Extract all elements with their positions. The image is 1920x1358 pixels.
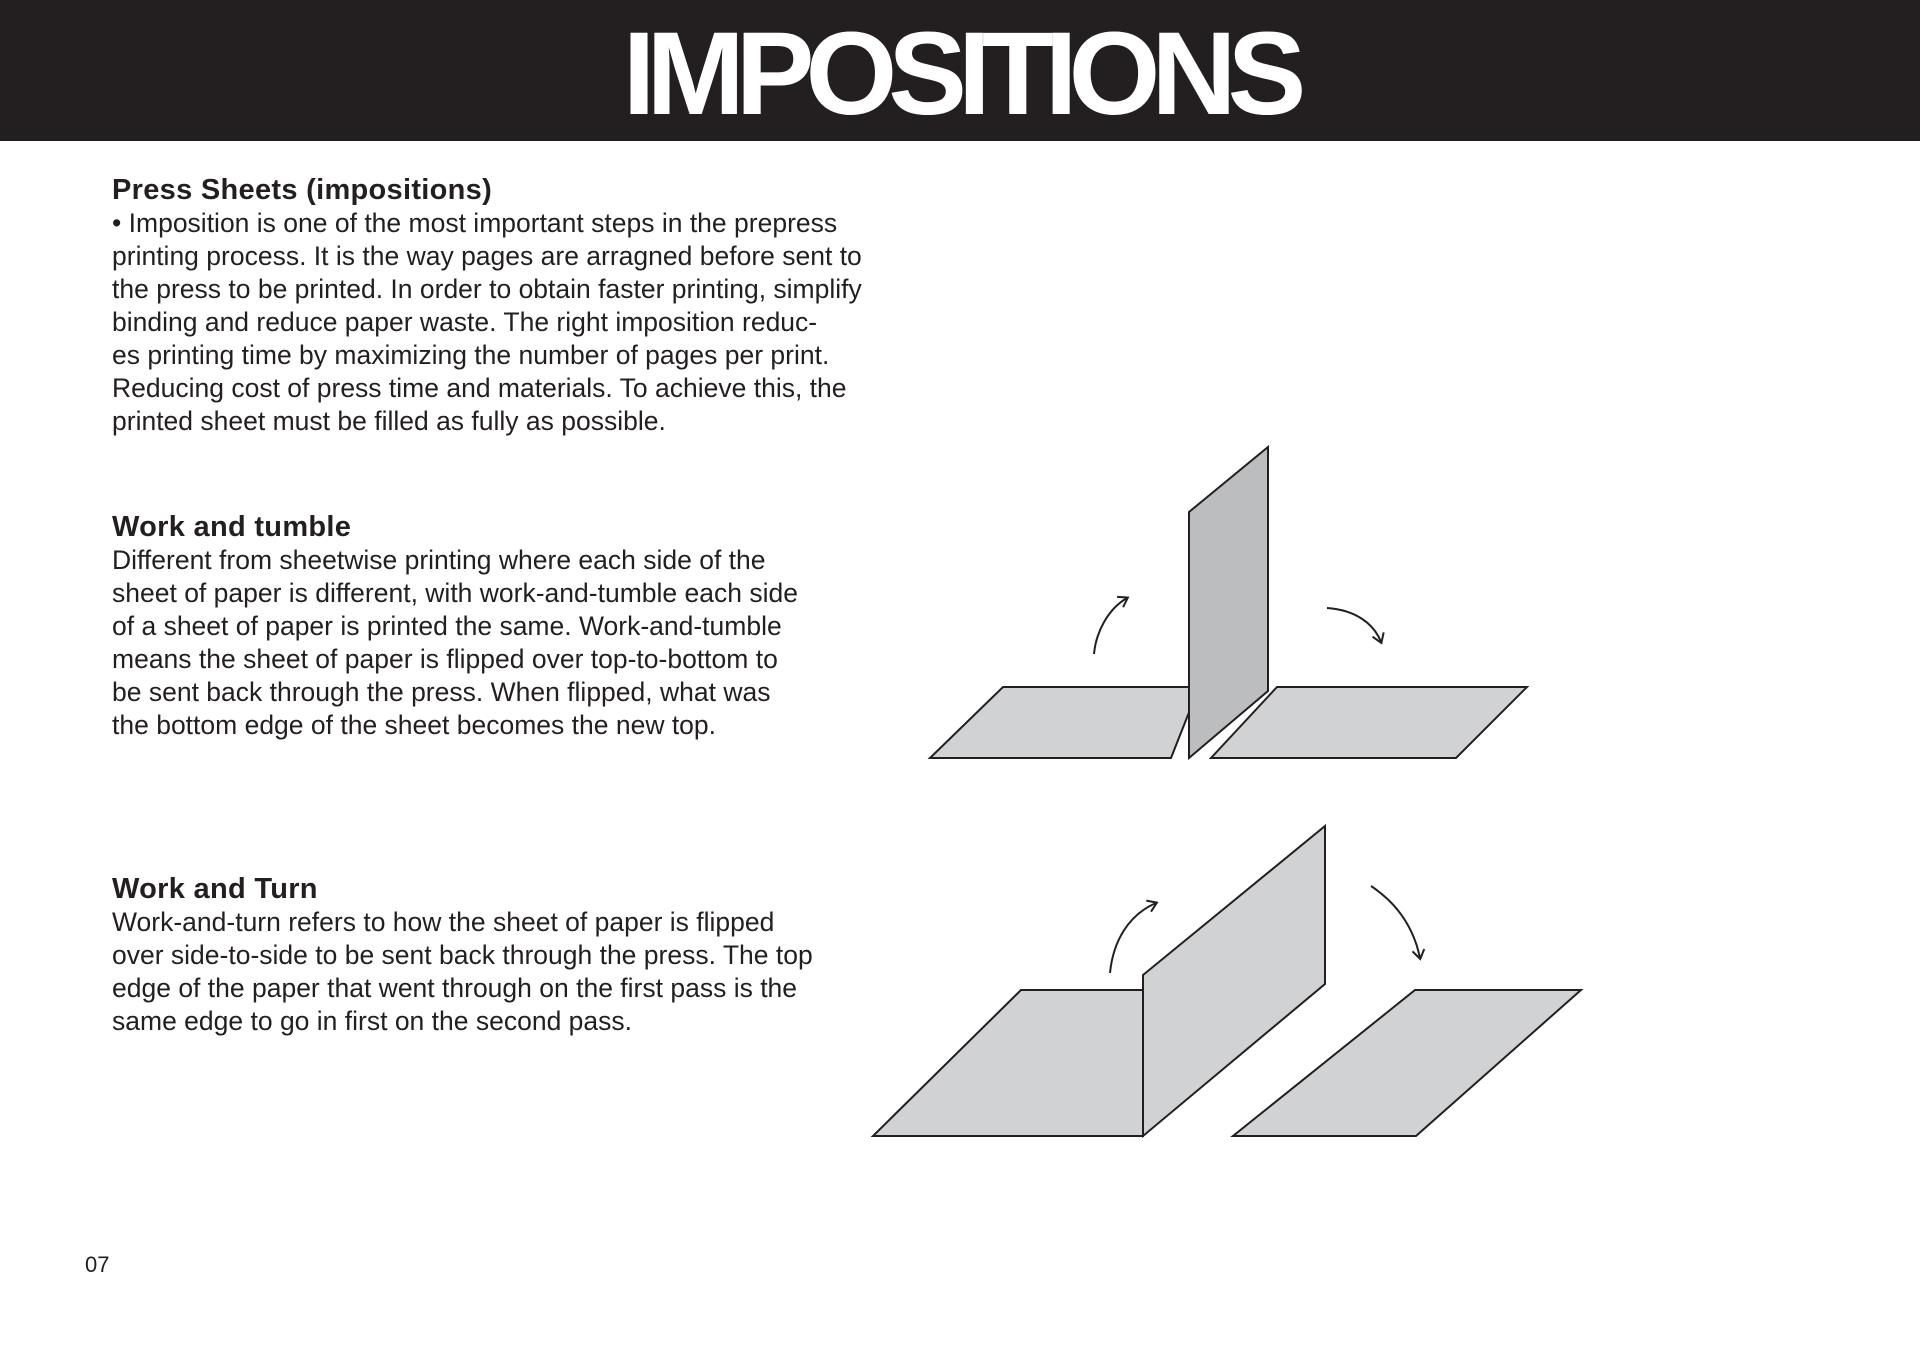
work-and-tumble-diagram bbox=[930, 447, 1527, 758]
arrow-down-icon bbox=[1327, 608, 1381, 642]
arrow-down-icon bbox=[1371, 886, 1420, 958]
arrow-up-icon bbox=[1110, 903, 1156, 973]
body-line: be sent back through the press. When flipped, what was bbox=[112, 677, 771, 707]
work-and-turn-diagram bbox=[873, 826, 1581, 1136]
section-heading: Press Sheets (impositions) bbox=[112, 174, 493, 206]
body-line: binding and reduce paper waste. The right imposition reduc- bbox=[112, 307, 818, 337]
body-line: the press to be printed. In order to obtain faster printing, simplify bbox=[112, 274, 862, 304]
body-line: Reducing cost of press time and materials. To achieve this, the bbox=[112, 373, 847, 403]
body-line: of a sheet of paper is printed the same. Work-and-tumble bbox=[112, 611, 782, 641]
left-sheet bbox=[930, 687, 1199, 758]
body-line: the bottom edge of the sheet becomes the new top. bbox=[112, 710, 717, 740]
body-line: sheet of paper is different, with work-and-tumble each side bbox=[112, 578, 798, 608]
body-line: means the sheet of paper is flipped over top-to-bottom to bbox=[112, 644, 778, 674]
page-title: IMPOSITIONS bbox=[622, 8, 1298, 140]
body-line: Different from sheetwise printing where each side of the bbox=[112, 545, 766, 575]
body-line: printing process. It is the way pages are arragned before sent to bbox=[112, 241, 862, 271]
page-number: 07 bbox=[85, 1252, 110, 1277]
body-line: edge of the paper that went through on the first pass is the bbox=[112, 973, 798, 1003]
section-heading: Work and tumble bbox=[112, 511, 352, 543]
body-line: same edge to go in first on the second pass. bbox=[112, 1006, 633, 1036]
body-line: es printing time by maximizing the number of pages per print. bbox=[112, 340, 830, 370]
left-sheet bbox=[873, 990, 1143, 1136]
arrow-up-icon bbox=[1094, 598, 1127, 654]
section-heading: Work and Turn bbox=[112, 873, 318, 905]
body-line: Work-and-turn refers to how the sheet of paper is flipped bbox=[112, 907, 775, 937]
body-line: printed sheet must be filled as fully as possible. bbox=[112, 406, 666, 436]
body-line: • Imposition is one of the most important steps in the prepress bbox=[112, 208, 838, 238]
body-line: over side-to-side to be sent back through the press. The top bbox=[112, 940, 813, 970]
